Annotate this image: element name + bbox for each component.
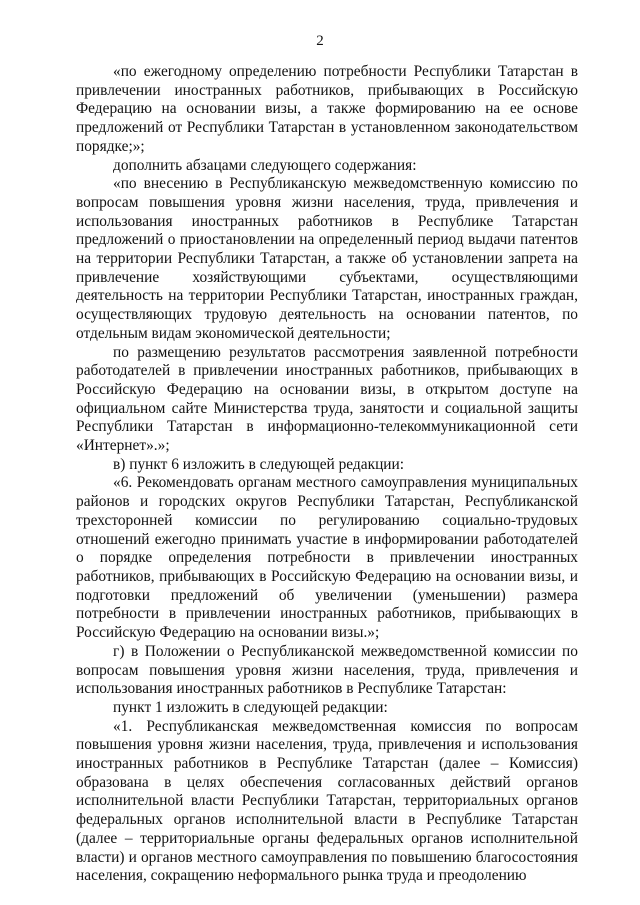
paragraph: «по внесению в Республиканскую межведомственную комиссию по вопросам повышения уровня жизни населения, труда, привлечения и использования иностранных работников в Республике Татарстан предложений о приостановлении на определенный период выдачи патентов на территории Республики Татарстан, а также об установлении запрета на привлечение хозяйствующими субъектами, осуществляющими деятельность на территории Республики Татарстан, иностранных граждан, осуществляющих трудовую деятельность на основании патентов, по отдельным видам экономической деятельности; <box>76 175 578 342</box>
paragraph: «6. Рекомендовать органам местного самоуправления муниципальных районов и городских округов Республики Татарстан, Республиканской трехсторонней комиссии по регулированию социально-трудовых отношений ежегодно принимать участие в информировании работодателей о порядке определения потребности в привлечении иностранных работников, прибывающих в Российскую Федерацию на основании визы, и подготовки предложений об увеличении (уменьшении) размера потребности в привлечении иностранных работников, прибывающих в Российскую Федерацию на основании визы.»; <box>76 474 578 642</box>
paragraph: по размещению результатов рассмотрения заявленной потребности работодателей в привлечении иностранных работников, прибывающих в Российскую Федерацию на основании визы, в открытом доступе на официальном сайте Министерства труда, занятости и социальной защиты Республики Татарстан в информационно-телекоммуникационной сети «Интернет».»; <box>76 343 578 455</box>
document-body <box>76 63 578 886</box>
paragraph: пункт 1 изложить в следующей редакции: <box>113 698 388 716</box>
paragraph: «по ежегодному определению потребности Республики Татарстан в привлечении иностранных работников, прибывающих в Российскую Федерацию на основании визы, а также формированию на ее основе предложений от Республики Татарстан в установленном законодательством порядке;»; <box>76 63 578 155</box>
paragraph: «1. Республиканская межведомственная комиссия по вопросам повышения уровня жизни населения, труда, привлечения и использования иностранных работников в Республике Татарстан (далее – Комиссия) образована в целях обеспечения согласованных действий органов исполнительной власти Республики Татарстан, территориальных органов федеральных органов исполнительной власти в Республике Татарстан (далее – территориальные органы федеральных органов исполнительной власти) и органов местного самоуправления по повышению благосостояния населения, сокращению неформального рынка труда и преодолению <box>76 717 578 885</box>
paragraph: в) пункт 6 изложить в следующей редакции: <box>113 455 405 473</box>
paragraph: дополнить абзацами следующего содержания: <box>113 156 417 174</box>
paragraph: г) в Положении о Республиканской межведомственной комиссии по вопросам повышения уровня жизни населения, труда, привлечения и использования иностранных работников в Республике Татарстан: <box>76 642 578 698</box>
page-number: 2 <box>316 33 324 49</box>
